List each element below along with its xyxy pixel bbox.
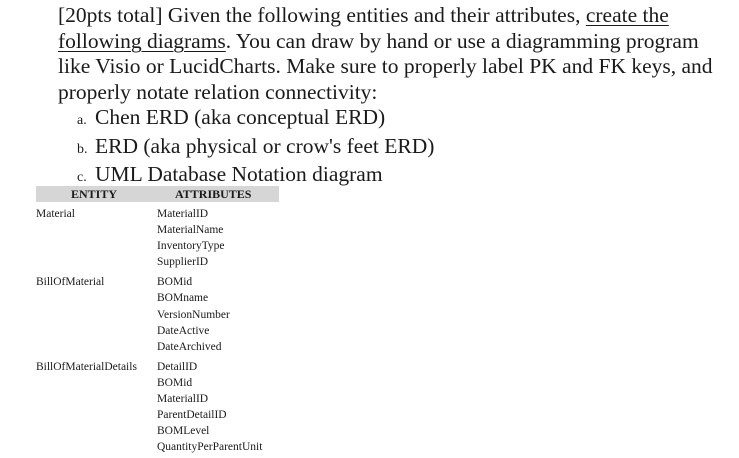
attribute: SupplierID (157, 256, 209, 269)
entity-name: BillOfMaterialDetails (36, 360, 137, 373)
entity-row-billofmaterialdetails (36, 359, 336, 456)
header-entity: ENTITY (71, 187, 118, 201)
attribute: BOMname (157, 292, 209, 305)
attribute: MaterialID (157, 393, 209, 406)
attribute: BOMLevel (157, 425, 210, 438)
question-intro: [20pts total] Given the following entities and their attributes, (58, 3, 586, 27)
question-instructions: . You can draw by hand or use a diagramming program like Visio or LucidCharts. Make sure to properly label PK and FK keys, and properly notate relation connectivity: (58, 28, 713, 104)
option-marker: c. (77, 170, 87, 185)
attribute: VersionNumber (157, 308, 230, 321)
attribute: MaterialID (157, 208, 209, 220)
entity-name: BillOfMaterial (36, 276, 105, 289)
attribute-list (157, 206, 336, 270)
attribute: MaterialName (157, 224, 224, 237)
table-header (36, 186, 279, 202)
attribute-list (157, 359, 336, 456)
attribute: BOMid (157, 376, 193, 389)
attribute: QuantityPerParentUnit (157, 441, 263, 454)
attribute: DateArchived (157, 340, 222, 353)
entity-row-material (36, 206, 336, 270)
entity-attribute-table (36, 186, 336, 455)
option-text: ERD (aka physical or crow's feet ERD) (95, 133, 435, 158)
attribute-list (157, 274, 336, 354)
option-b (58, 134, 718, 163)
question-paragraph (58, 3, 718, 105)
entity-name: Material (36, 208, 75, 220)
attribute: DateActive (157, 324, 210, 337)
option-a (58, 105, 718, 134)
option-text: Chen ERD (aka conceptual ERD) (95, 105, 386, 129)
header-attributes: ATTRIBUTES (175, 187, 252, 201)
question-text (58, 3, 718, 191)
entity-row-billofmaterial (36, 274, 336, 354)
attribute: InventoryType (157, 240, 225, 253)
option-marker: a. (77, 113, 87, 128)
attribute: DetailID (157, 360, 198, 373)
question-underlined-instruction: create the following diagrams (58, 3, 669, 53)
attribute: BOMid (157, 276, 193, 289)
option-marker: b. (77, 141, 88, 157)
attribute: ParentDetailID (157, 409, 227, 422)
option-text: UML Database Notation diagram (95, 162, 383, 186)
